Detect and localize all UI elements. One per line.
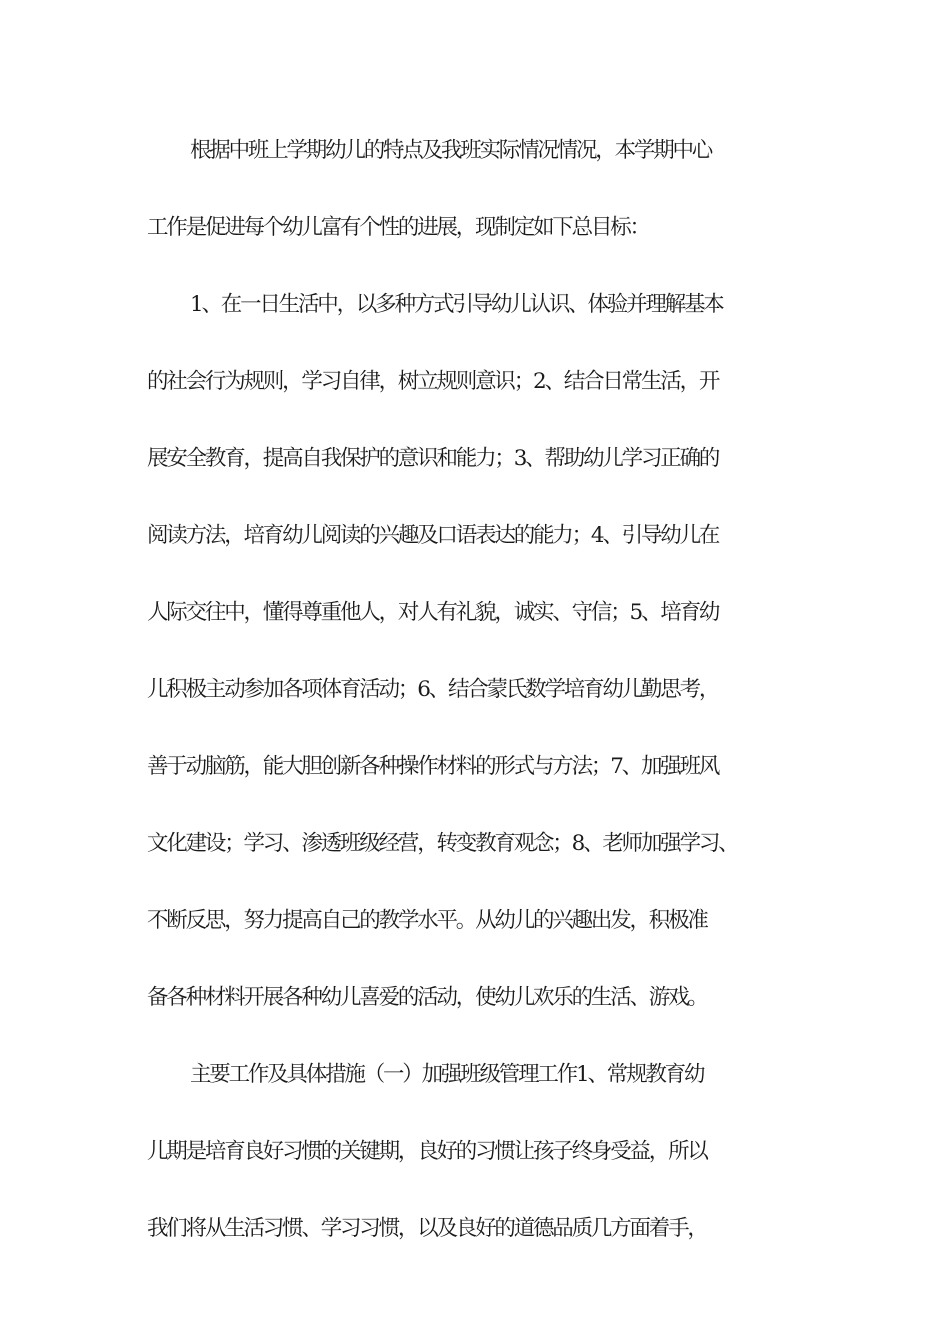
paragraph-3-line-2: 儿期是培育良好习惯的关键期，良好的习惯让孩子终身受益，所以 [147,1139,707,1164]
paragraph-2-line-10: 备各种材料开展各种幼儿喜爱的活动，使幼儿欢乐的生活、游戏。 [147,985,707,1010]
paragraph-2-line-6: 儿积极主动参加各项体育活动；6、结合蒙氏数学培育幼儿勤思考， [147,677,719,702]
paragraph-2-line-2: 的社会行为规则，学习自律，树立规则意识；2、结合日常生活，开 [147,369,719,394]
paragraph-2-line-5: 人际交往中，懂得尊重他人，对人有礼貌，诚实、守信；5、培育幼 [147,600,719,625]
paragraph-1-line-1: 根据中班上学期幼儿的特点及我班实际情况情况，本学期中心 [190,138,712,163]
paragraph-2-line-3: 展安全教育，提高自我保护的意识和能力；3、帮助幼儿学习正确的 [147,446,719,471]
paragraph-2-line-7: 善于动脑筋，能大胆创新各种操作材料的形式与方法；7、加强班风 [147,754,719,779]
paragraph-2-line-8: 文化建设；学习、渗透班级经营，转变教育观念；8、老师加强学习、 [147,831,738,856]
paragraph-1-line-2: 工作是促进每个幼儿富有个性的进展，现制定如下总目标： [147,215,649,240]
paragraph-3-line-3: 我们将从生活习惯、学习习惯，以及良好的道德品质几方面着手， [147,1216,707,1241]
paragraph-2-line-1: 1、在一日生活中，以多种方式引导幼儿认识、体验并理解基本 [190,292,723,317]
paragraph-2-line-4: 阅读方法，培育幼儿阅读的兴趣及口语表达的能力；4、引导幼儿在 [147,523,719,548]
paragraph-3-line-1: 主要工作及具体措施（一）加强班级管理工作1、常规教育幼 [190,1062,704,1087]
paragraph-2-line-9: 不断反思，努力提高自己的教学水平。从幼儿的兴趣出发，积极准 [147,908,707,933]
